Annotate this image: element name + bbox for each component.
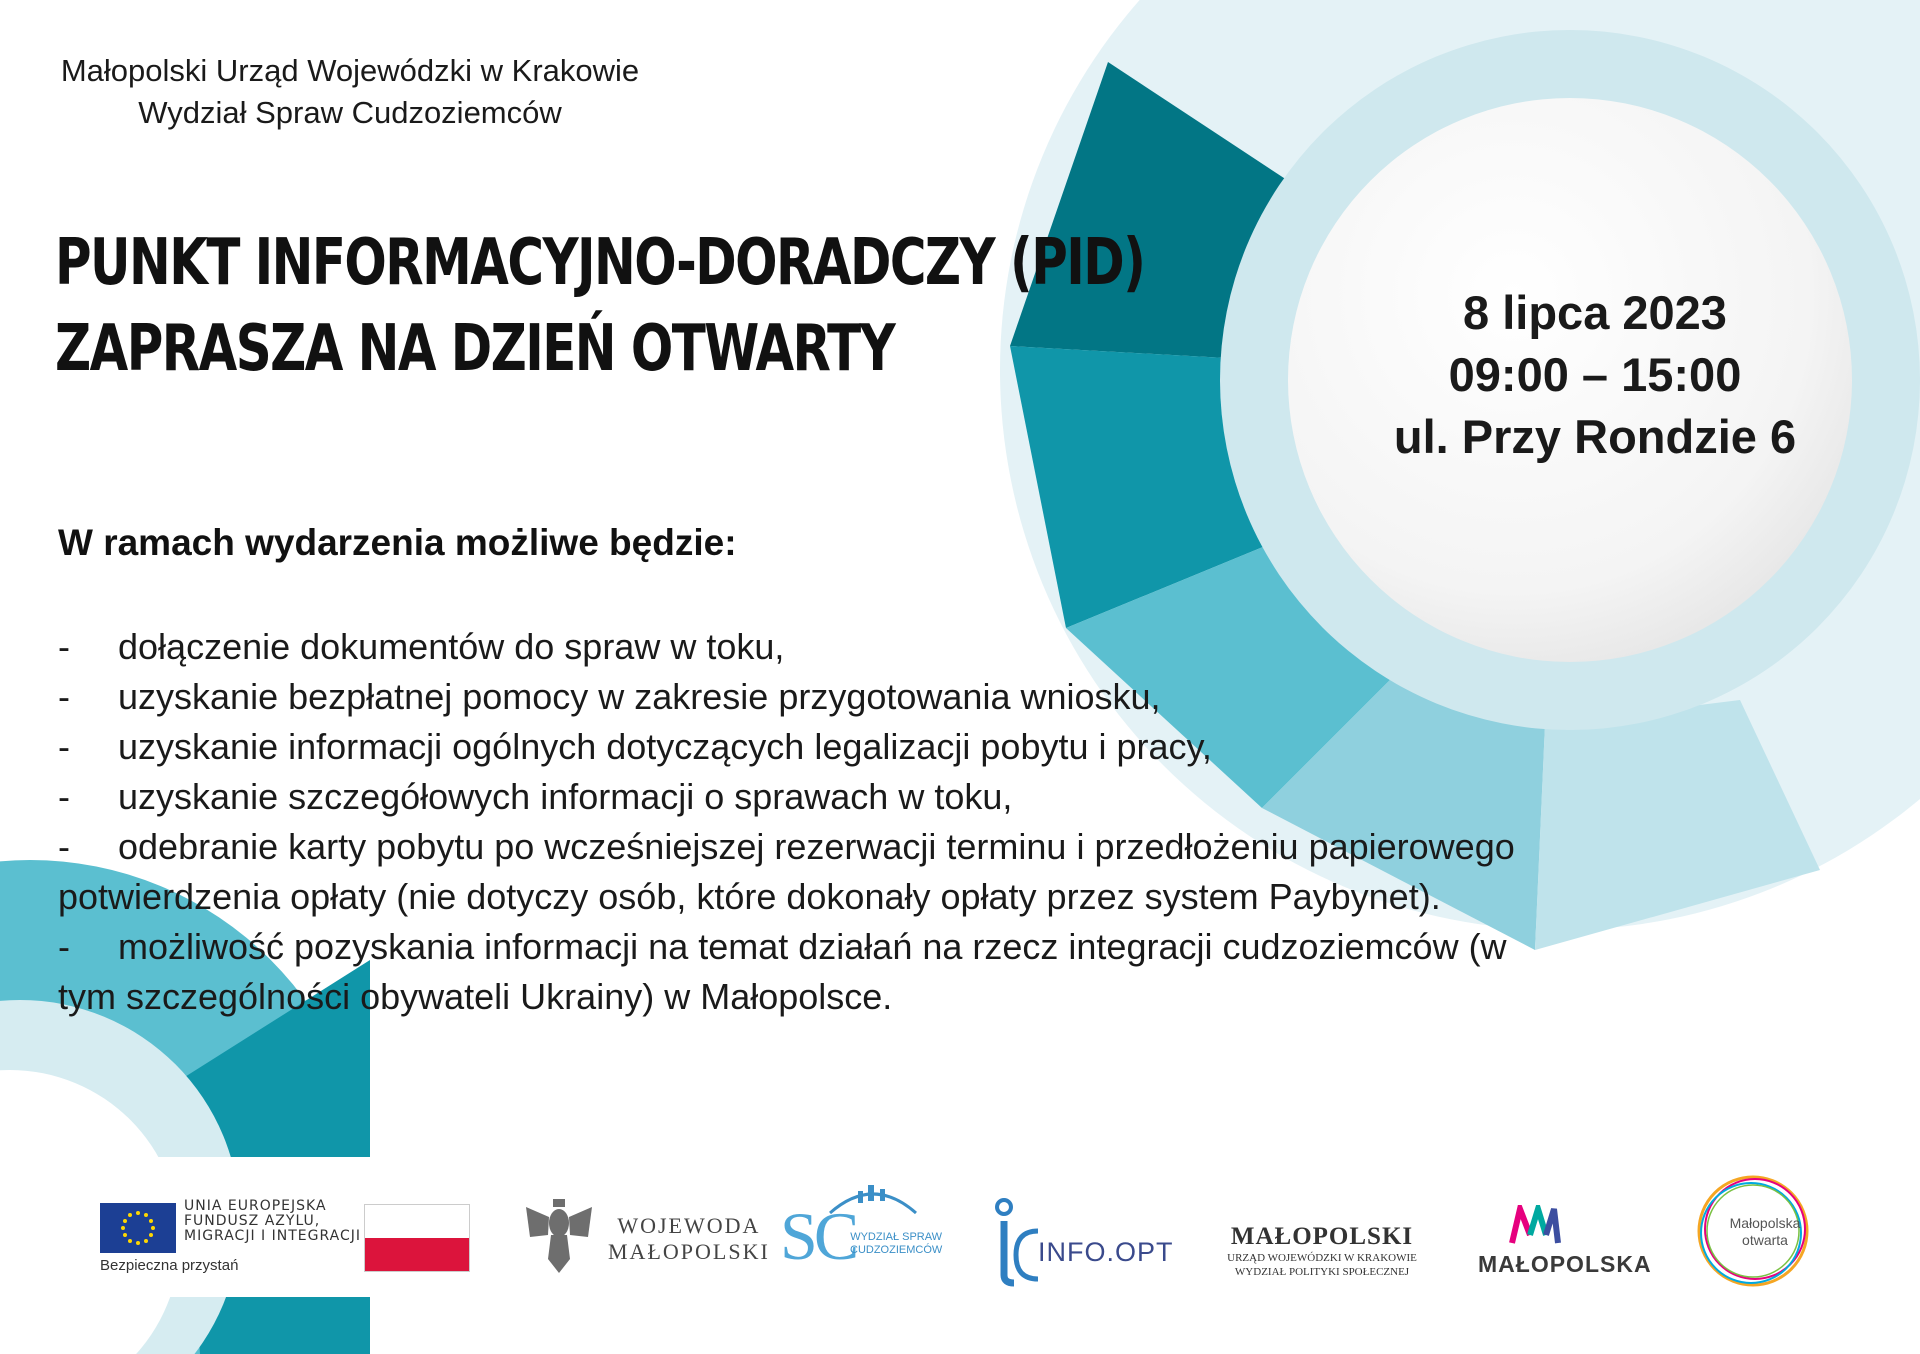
- wsc-line-2: CUDZOZIEMCÓW: [850, 1244, 943, 1256]
- list-bullet: -: [58, 776, 70, 817]
- event-date: 8 lipca 2023: [1463, 286, 1727, 339]
- muw-logo-subtitle: [1224, 1251, 1420, 1279]
- list-bullet: -: [58, 726, 70, 767]
- list-item-text: odebranie karty pobytu po wcześniejszej rezerwacji terminu i przedłożeniu papierowego potwierdzenia opłaty (nie dotyczy osób, które dokonały opłaty przez system Paybynet).: [58, 826, 1515, 917]
- list-item-text: dołączenie dokumentów do spraw w toku,: [118, 626, 785, 667]
- otwarta-line-2: otwarta: [1742, 1232, 1788, 1248]
- malopolska-m-icon: [1508, 1205, 1562, 1250]
- wojewoda-logo-text: [608, 1213, 770, 1265]
- list-item: [58, 772, 1518, 822]
- activities-list: [58, 622, 1518, 1022]
- wsc-line-1: WYDZIAŁ SPRAW: [850, 1231, 943, 1243]
- event-details: [1390, 282, 1800, 468]
- list-bullet: -: [58, 626, 70, 667]
- title-line-2: ZAPRASZA NA DZIEŃ OTWARTY: [55, 312, 895, 386]
- otwarta-line-1: Małopolska: [1729, 1215, 1801, 1231]
- list-item-text: możliwość pozyskania informacji na temat działań na rzecz integracji cudzoziemców (w tym szczególności obywateli Ukrainy) w Małopolsce.: [58, 926, 1507, 1017]
- event-time: 09:00 – 15:00: [1448, 348, 1742, 401]
- title-line-1: PUNKT INFORMACYJNO-DORADCZY (PID): [55, 226, 1145, 300]
- muw-line-2: WYDZIAŁ POLITYKI SPOŁECZNEJ: [1234, 1266, 1410, 1278]
- info-opt-text: INFO.OPT: [1038, 1237, 1174, 1267]
- muw-line-1: URZĄD WOJEWÓDZKI W KRAKOWIE: [1227, 1252, 1417, 1264]
- list-item: [58, 922, 1518, 1022]
- list-bullet: -: [58, 926, 70, 967]
- eagle-emblem-icon: [524, 1197, 594, 1282]
- wojewoda-line-1: WOJEWODA: [617, 1213, 761, 1238]
- list-item-text: uzyskanie szczegółowych informacji o sprawach w toku,: [118, 776, 1013, 817]
- list-bullet: -: [58, 676, 70, 717]
- eu-flag-icon: [100, 1203, 176, 1253]
- info-opt-icon: [994, 1197, 1044, 1292]
- list-item: [58, 622, 1518, 672]
- list-item: [58, 822, 1518, 922]
- sponsor-logo-bar: [68, 1157, 1838, 1297]
- header-line-1: Małopolski Urząd Wojewódzki w Krakowie: [60, 53, 640, 88]
- eu-logo-subtitle: Bezpieczna przystań: [100, 1257, 239, 1274]
- eu-logo-text: [184, 1199, 361, 1244]
- polish-flag-icon: [364, 1204, 470, 1272]
- muw-logo-title: MAŁOPOLSKI: [1230, 1223, 1414, 1250]
- list-item-text: uzyskanie bezpłatnej pomocy w zakresie przygotowania wniosku,: [118, 676, 1161, 717]
- list-item-text: uzyskanie informacji ogólnych dotyczących legalizacji pobytu i pracy,: [118, 726, 1212, 767]
- header-line-2: Wydział Spraw Cudzoziemców: [138, 95, 562, 130]
- eu-line-2: FUNDUSZ AZYLU,: [184, 1213, 321, 1229]
- event-address: ul. Przy Rondzie 6: [1393, 410, 1797, 463]
- body-lead: W ramach wydarzenia możliwe będzie:: [58, 522, 737, 563]
- wojewoda-line-2: MAŁOPOLSKI: [608, 1239, 770, 1264]
- list-item: [58, 722, 1518, 772]
- list-bullet: -: [58, 826, 70, 867]
- eu-line-1: UNIA EUROPEJSKA: [184, 1198, 327, 1214]
- wsc-logo-mark: SC: [780, 1198, 856, 1274]
- wsc-logo-text: [850, 1231, 942, 1257]
- malopolska-logo-text: MAŁOPOLSKA: [1478, 1251, 1652, 1277]
- eu-line-3: MIGRACJI I INTEGRACJI: [184, 1228, 361, 1244]
- otwarta-logo-text: [1710, 1215, 1820, 1249]
- page-title: [55, 220, 1144, 392]
- list-item: [58, 672, 1518, 722]
- institution-header: [30, 50, 670, 134]
